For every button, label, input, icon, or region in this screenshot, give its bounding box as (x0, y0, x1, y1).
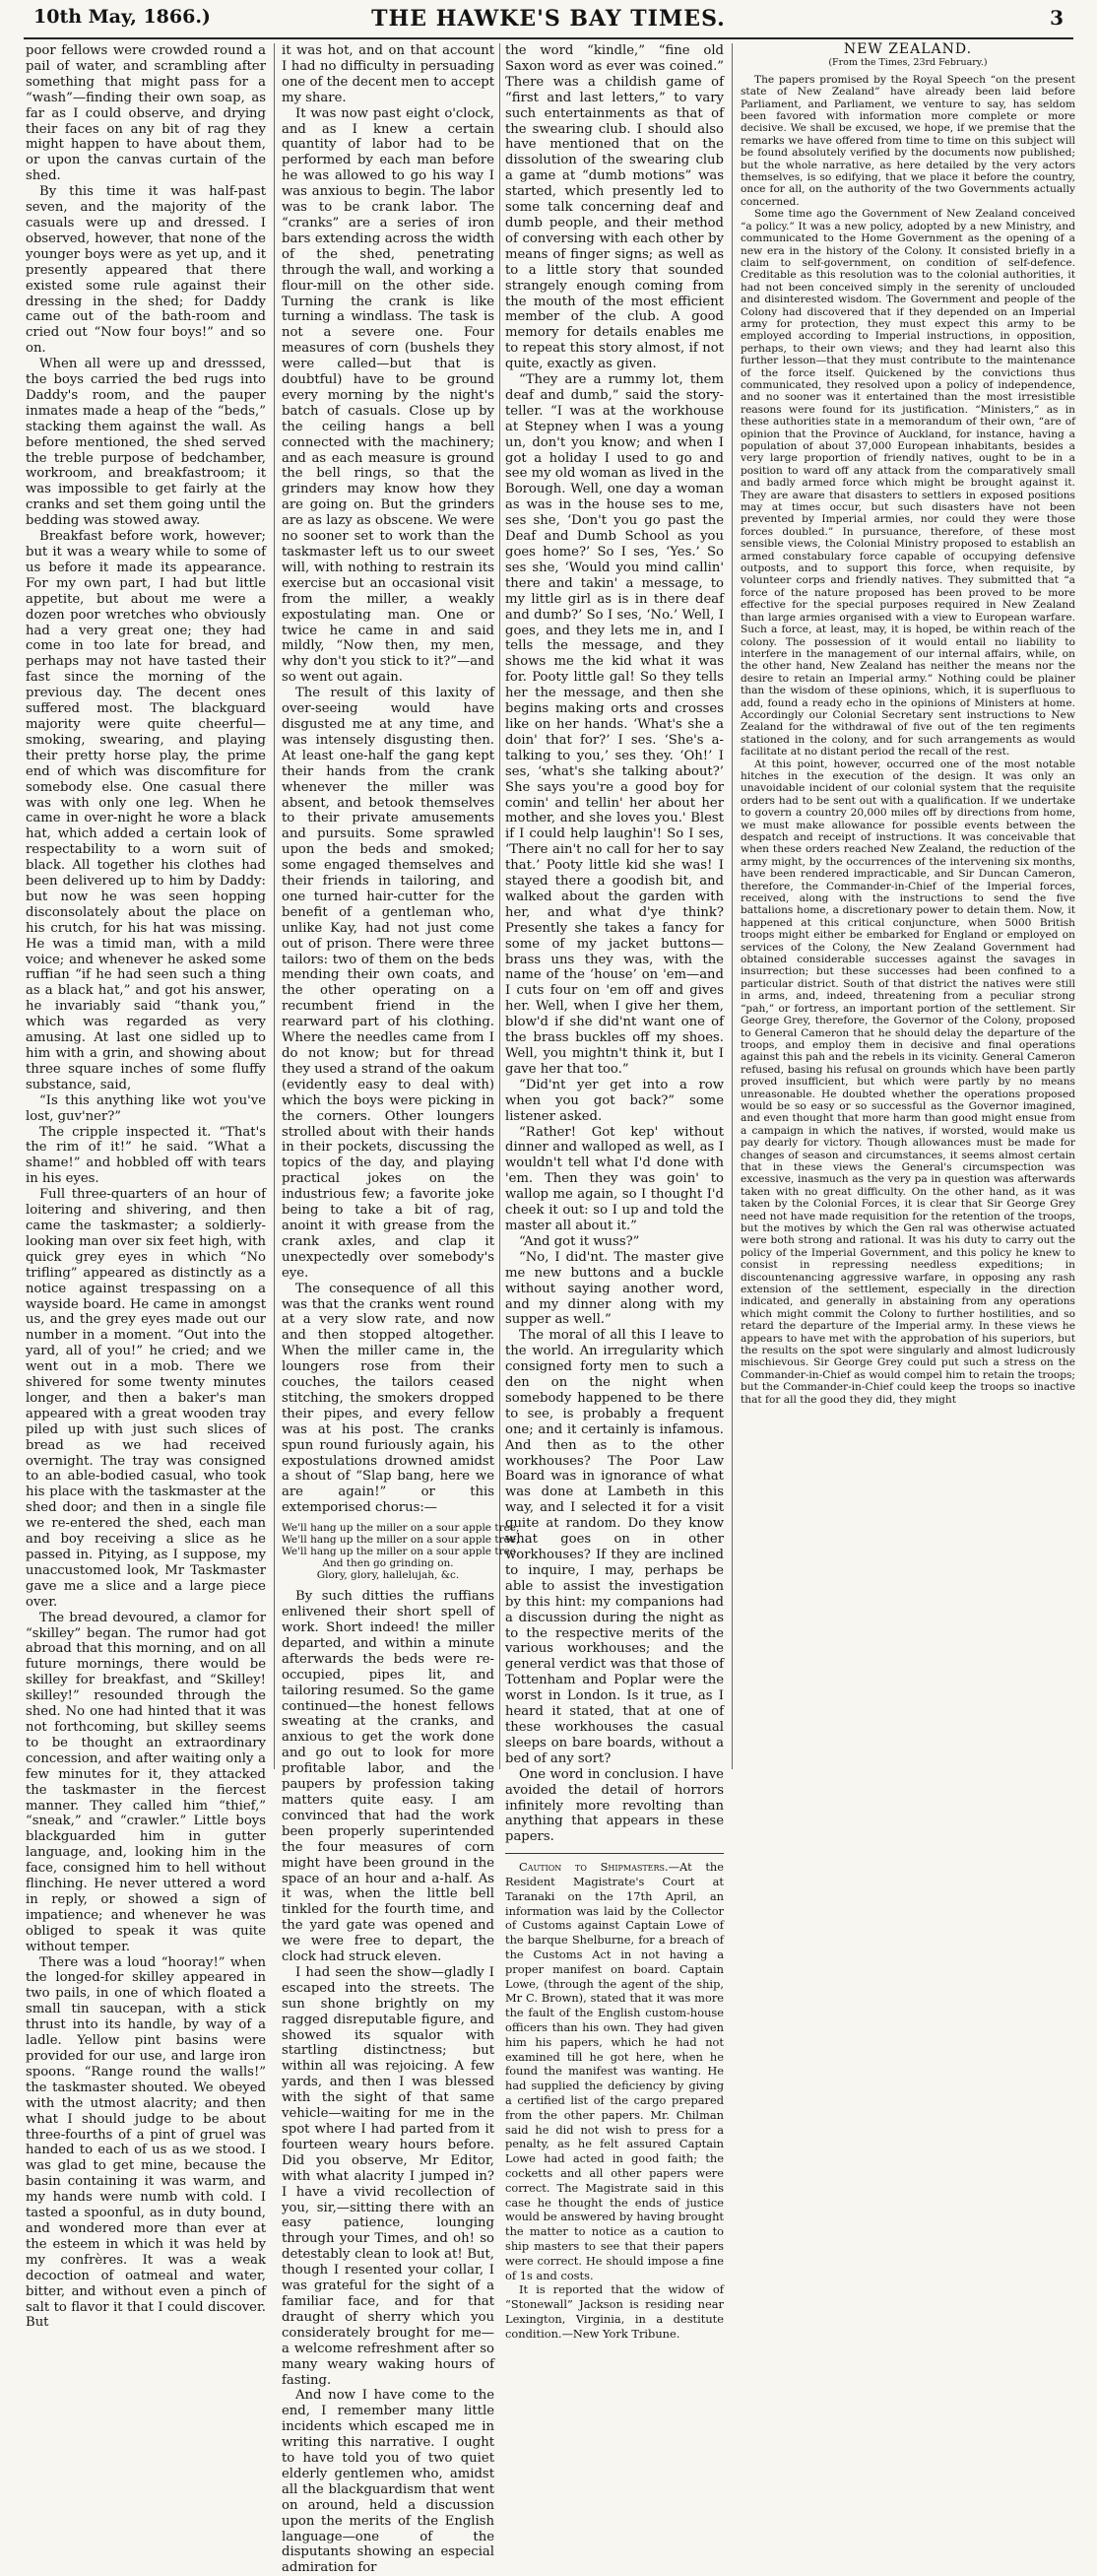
caution-text: —At the Resident Magistrate's Court at Taranaki on the 17th April, an information was laid by the Collector of Customs against Captain Lowe of the barque Shelburne, for a breach of the Customs Act in not having a proper manifest on board. Captain Lowe, (through the agent of the ship, Mr C. Brown), stated that it was more the fault of the English custom-house officers than his own. They had given him his papers, which he had not examined till he got here, when he found the manifest was wanting. He had supplied the deficiency by giving a certified list of the cargo prepared from the other papers. Mr. Chilman said he did not wish to press for a penalty, as he felt assured Captain Lowe had acted in good faith; the cocketts and all other papers were correct. The Magistrate said in this case he thought the ends of justice would be answered by having brought the matter to notice as a caution to ship masters to see that their papers were correct. He should impose a fine of 1s and costs. (505, 1860, 724, 2282)
paragraph: it was hot, and on that account I had no difficulty in persuading one of the decent men to accept my share. (282, 43, 494, 105)
column-divider (732, 43, 733, 1769)
paragraph: One word in conclusion. I have avoided the detail of horrors infinitely more revolting than anything that appears in these papers. (505, 1766, 724, 1845)
article-source: (From the Times, 23rd February.) (828, 57, 988, 69)
paragraph: The papers promised by the Royal Speech “on the present state of New Zealand” have already been laid before Parliament, and Parliament, we venture to say, has seldom been favored with information more complete or more decisive. We shall be excused, we hope, if we premise that the remarks we have offered from time to time on this subject will be found absolutely verified by the documents now published; but the whole narrative, as here detailed by the very actors themselves, is so edifying, that we place it before the country, once for all, on the authority of the two Governments actually concerned. (741, 73, 1075, 208)
page-number: 3 (1050, 6, 1064, 30)
page-header (0, 0, 1097, 41)
paragraph: the word “kindle,” “fine old Saxon word as ever was coined.” There was a childish game of “first and last letters,” to vary such entertainments as that of the swearing club. I should also have mentioned that on the dissolution of the swearing club a game at “dumb motions” was started, which presently led to some talk concerning deaf and dumb people, and their method of conversing with each other by means of finger signs; as well as to a little story that sounded strangely enough coming from the mouth of the most efficient member of the club. A good memory for details enables me to repeat this story almost, if not quite, exactly as given. (505, 43, 724, 372)
article-heading: NEW ZEALAND. (843, 41, 973, 57)
paragraph: “Rather! Got kep' without dinner and walloped as well, as I wouldn't tell what I'd done with 'em. Then they was goin' to wallop me again, so I thought I'd cheek it out: so I up and told the master all about it.” (505, 1124, 724, 1233)
paragraph: Some time ago the Government of New Zealand conceived “a policy.” It was a new policy, adopted by a new Ministry, and communicated to the Home Government as the opening of a new era in the history of the Colony. It consisted briefly in a claim to self-government, on condition of self-defence. Creditable as this resolution was to the colonial authorities, it had not been conceived simply in the serenity of unclouded and disinterested wisdom. The Government and people of the Colony had discovered that if they depended on an Imperial army for protection, they must expect this army to be employed according to Imperial instructions, in opposition, perhaps, to their own views; and they had learnt also this further lesson—that they must contribute to the maintenance of the force itself. Quickened by the convictions thus communicated, they resolved upon a policy of independence, and no sooner was it entertained than the most irresistible reasons were found for its justification. “Ministers,” as in these authorities state in a memorandum of their own, “are of opinion that the Province of Auckland, for instance, having a population of about 37,000 European inhabitants, besides a very large proportion of friendly natives, ought to be in a position to ward off any attack from the comparatively small and badly armed force which might be brought against it. They are aware that disasters to settlers in exposed positions may at times occur, but such disasters have not been prevented by Imperial armies, nor could they were those forces doubled.” In pursuance, therefore, of these most sensible views, the Colonial Ministry proposed to establish an armed constabulary force capable of occupying defensive outposts, and to support this force, when requisite, by volunteer corps and friendly natives. They submitted that “a force of the nature proposed has been proved to be more effective for the special purposes required in New Zealand than large armies organised with a view to European warfare. Such a force, at least, may, it is hoped, be within reach of the colony. The possession of it would entail no liability to interfere in the management of our internal affairs, while, on the other hand, New Zealand has neither the means nor the desire to retain an Imperial army.” Nothing could be plainer than the wisdom of these opinions, which, it is superfluous to add, found a ready echo in the opinions of Ministers at home. Accordingly our Colonial Secretary sent instructions to New Zealand for the withdrawal of five out of the ten regiments stationed in the colony, and for such arrangements as would facilitate at no distant period the recall of the rest. (741, 208, 1075, 759)
header-rule (24, 37, 1073, 39)
paragraph: By this time it was half-past seven, and the majority of the casuals were up and dressed. I observed, however, that none of the younger boys were as yet up, and it presently appeared that there existed some rule against their dressing in the shed; for Daddy came out of the bath-room and cried out “Now four boys!” and so on. (26, 184, 266, 357)
column-2 (282, 43, 520, 2576)
stonewall-note: It is reported that the widow of “Stonewall” Jackson is residing near Lexington, Virginia, in a destitute condition.—New York Tribune. (505, 2282, 724, 2341)
paragraph: The cripple inspected it. “That's the rim of it!” he said. “What a shame!” and hobbled off with tears in his eyes. (26, 1124, 266, 1187)
paragraph: When all were up and dresssed, the boys carried the bed rugs into Daddy's room, and the pauper inmates made a heap of the “beds,” stacking them against the wall. As before mentioned, the shed served the treble purpose of bedchamber, workroom, and breakfastroom; it was impossible to get fairly at the cranks and set them going until the bedding was stowed away. (26, 357, 266, 529)
paragraph: The consequence of all this was that the cranks went round at a very slow rate, and now and then stopped altogether. When the miller came in, the loungers rose from their couches, the tailors ceased stitching, the smokers dropped their pipes, and every fellow was at his post. The cranks spun round furiously again, his expostulations drowned amidst a shout of “Slap bang, here we are again!” or this extemporised chorus:— (282, 1281, 494, 1516)
column-divider (499, 43, 500, 1769)
verse-line: We'll hang up the miller on a sour apple tree, (282, 1534, 520, 1547)
column-1 (26, 43, 266, 2331)
verse-line: We'll hang up the miller on a sour apple tree, (282, 1546, 520, 1558)
paragraph: “They are a rummy lot, them deaf and dumb,” said the story-teller. “I was at the workhouse at Stepney when I was a young un, don't you know; and when I got a holiday I used to go and see my old woman as lived in the Borough. Well, one day a woman as was in the house ses to me, ses she, ‘Don't you go past the Deaf and Dumb School as you goes home?’ So I ses, ‘Yes.’ So ses she, ‘Would you mind callin' there and takin' a message, to my little girl as is in there deaf and dumb?’ So I ses, ‘No.’ Well, I goes, and they lets me in, and I tells the message, and they shows me the kid what it was for. Pooty little gal! So they tells her the message, and then she begins making orts and crosses like on her hands. ‘What's she a doin' that for?’ I ses. ‘She's a-talking to you,’ ses they. ‘Oh!’ I ses, ‘what's she talking about?’ She says you're a good boy for comin' and tellin' her about her mother, and she loves you.' Blest if I could help laughin'! So I ses, ‘There ain't no call for her to say that.’ Pooty little kid she was! I stayed there a goodish bit, and walked about the garden with her, and what d'ye think? Presently she takes a fancy for some of my jacket buttons—brass uns they was, with the name of the ‘house’ on 'em—and I cuts four on 'em off and gives her. Well, when I give her them, blow'd if she did'nt want one of the brass buckles off my shoes. Well, you mightn't think it, but I gave her that too.” (505, 372, 724, 1077)
paragraph: The result of this laxity of over-seeing would have disgusted me at any time, and was intensely disgusting then. At least one-half the gang kept their hands from the crank whenever the miller was absent, and betook themselves to their private amusements and pursuits. Some sprawled upon the beds and smoked; some engaged themselves and their friends in tailoring, and one turned hair-cutter for the benefit of a gentleman who, unlike Kay, had not just come out of prison. There were three tailors: two of them on the beds mending their own coats, and the other operating on a recumbent friend in the rearward part of his clothing. Where the needles came from I do not know; but for thread they used a strand of the oakum (evidently easy to deal with) which the boys were picking in the corners. Other loungers strolled about with their hands in their pockets, discussing the topics of the day, and playing practical jokes on the industrious few; a favorite joke being to take a bit of rag, anoint it with grease from the crank axles, and clap it unexpectedly over somebody's eye. (282, 686, 494, 1281)
paragraph: The bread devoured, a clamor for “skilley” began. The rumor had got abroad that this morning, and on all future mornings, there would be skilley for breakfast, and “Skilley! skilley!” resounded through the shed. No one had hinted that it was not forthcoming, but skilley seems to be thought an extraordinary concession, and after waiting only a few minutes for it, they attacked the taskmaster in the fiercest manner. They called him “thief,” “sneak,” and “crawler.” Little boys blackguarded him in gutter language, and, looking him in the face, consigned him to hell without flinching. He never uttered a word in reply, or showed a sign of impatience; and whenever he was obliged to speak it was quite without temper. (26, 1610, 266, 1954)
section-rule (505, 1853, 724, 1854)
caution-paragraph (505, 1860, 724, 2282)
paragraph: “And got it wuss?” (519, 1233, 640, 1249)
paragraph: The moral of all this I leave to the world. An irregularity which consigned forty men to such a den on the night when somebody happened to be there to see, is probably a frequent one; and it certainly is infamous. And then as to the other workhouses? The Poor Law Board was in ignorance of what was done at Lambeth in this way, and I selected it for a visit quite at random. Do they know what goes on in other workhouses? If they are inclined to inquire, I may, perhaps be able to assist the investigation by this hint: my companions had a discussion during the night as to the respective merits of the various workhouses; and the general verdict was that those of Tottenham and Poplar were the worst in London. Is it true, as I heard it stated, that at one of these workhouses the casual sleeps on bare boards, without a bed of any sort? (505, 1328, 724, 1766)
caution-heading: Caution to Shipmasters. (519, 1860, 669, 1875)
verse-line: Glory, glory, hallelujah, &c. (316, 1569, 460, 1582)
caution-article (505, 1860, 724, 2341)
issue-date: 10th May, 1866.) (33, 6, 211, 28)
paragraph: At this point, however, occurred one of the most notable hitches in the execution of the design. It was only an unavoidable incident of our colonial system that the requisite orders had to be sent out with a qualification. If we undertake to govern a country 20,000 miles off by directions from home, we must make allowance for possible events between the despatch and receipt of instructions. It was conceivable that when these orders reached New Zealand, the reduction of the army might, by the occurrences of the intervening six months, have been rendered impracticable, and Sir Duncan Cameron, therefore, the Commander-in-Chief of the Imperial forces, received, along with the instructions to send the five battalions home, a discretionary power to detain them. Now, it happened at this critical conjuncture, when 5000 British troops might either be embarked for England or employed on services of the Colony, the New Zealand Government had obtained considerable successes against the savages in insurrection; but these successes had been confined to a particular district. South of that district the natives were still in arms, and, indeed, threatening from a peculiar strong “pah,” or fortress, an important portion of the settlement. Sir George Grey, therefore, the Governor of the Colony, proposed to General Cameron that he should delay the departure of the troops, and employ them in decisive and final operations against this pah and the rebels in its vicinity. General Cameron refused, basing his refusal on grounds which have been partly proved insufficient, but which were partly by no means unreasonable. He doubted whether the operations proposed would be so easy or so successful as the Governor imagined, and even thought that more harm than good might ensue from a campaign in which the natives, if worsted, would make us pay dearly for victory. Though allowances must be made for changes of season and circumstances, it seems almost certain that in these views the General's circumspection was excessive, inasmuch as the very pa in question was afterwards taken with no great difficulty. On the other hand, as it was taken by the Colonial Forces, it is clear that Sir George Grey need not have made requisition for the retention of the troops, but the motives by which the Gen ral was otherwise actuated were both strong and rational. It was his duty to carry out the policy of the Imperial Government, and this policy he knew to consist in repressing needless expeditions; in discountenancing aggressive warfare, in opposing any rash extension of the settlement, especially in the direction indicated, and generally in abstaining from any operations which might commit the Colony to further hostilities, and so retard the departure of the Imperial army. In these views he appears to have met with the approbation of his superiors, but the results on the spot were singularly and almost ludicrously mischievous. Sir George Grey could put such a stress on the Commander-in-Chief as would compel him to retain the troops; but the Commander-in-Chief could keep the troops so inactive that for all the good they did, they might (741, 758, 1075, 1406)
column-4 (741, 43, 1075, 1769)
paragraph: “Did'nt yer get into a row when you got back?” some listener asked. (505, 1077, 724, 1124)
paragraph: Full three-quarters of an hour of loitering and shivering, and then came the taskmaster; a soldierly-looking man over six feet high, with quick grey eyes in which “No trifling” appeared as distinctly as a notice against trespassing on a wayside board. He came in amongst us, and the grey eyes made out our number in a moment. “Out into the yard, all of you!” he cried; and we went out in a mob. There we shivered for some twenty minutes longer, and then a baker's man appeared with a great wooden tray piled up with just such slices of bread as we had received overnight. The tray was consigned to an able-bodied casual, who took his place with the taskmaster at the shed door; and then in a single file we re-entered the shed, each man and boy receiving a slice as he passed in. Pitying, as I suppose, my unaccustomed look, Mr Taskmaster gave me a slice and a large piece over. (26, 1187, 266, 1610)
paragraph: Breakfast before work, however; but it was a weary while to some of us before it made its appearance. For my own part, I had but little appetite, but about me were a dozen poor wretches who obviously had a very great one; they had come in too late for bread, and perhaps may not have tasted their fast since the morning of the previous day. The decent ones suffered most. The blackguard majority were quite cheerful—smoking, swearing, and playing their pretty horse play, the prime end of which was discomfiture for somebody else. One casual there was with only one leg. When he came in over-night he wore a black hat, which added a certain look of respectability to a worn suit of black. All together his clothes had been delivered up to him by Daddy: but now he was seen hopping disconsolately about the place on his crutch, for his hat was missing. He was a timid man, with a mild voice; and whenever he asked some ruffian “if he had seen such a thing as a black hat,” and got his answer, he invariably said “thank you,” which was regarded as very amusing. At last one sidled up to him with a grin, and showing about three square inches of some fluffy substance, said, (26, 529, 266, 1092)
verse-line: And then go grinding on. (322, 1557, 454, 1570)
masthead-title: THE HAWKE'S BAY TIMES. (371, 6, 726, 32)
paragraph: And now I have come to the end, I remember many little incidents which escaped me in writing this narrative. I ought to have told you of two quiet elderly gentlemen who, amidst all the blackguardism that went on around, held a discussion upon the merits of the English language—one of the disputants showing an especial admiration for (282, 2388, 494, 2576)
paragraph: I had seen the show—gladly I escaped into the streets. The sun shone brightly on my ragged disreputable figure, and showed its squalor with startling distinctness; but within all was rejoicing. A few yards, and then I was blessed with the sight of that same vehicle—waiting for me in the spot where I had parted from it fourteen weary hours before. Did you observe, Mr Editor, with what alacrity I jumped in? I have a vivid recollection of you, sir,—sitting there with an easy patience, lounging through your Times, and oh! so detestably clean to look at! But, though I resented your collar, I was grateful for the sight of a familiar face, and for that draught of sherry which you considerately brought for me—a welcome refreshment after so many weary waking hours of fasting. (282, 1964, 494, 2388)
paragraph: poor fellows were crowded round a pail of water, and scrambling after something that might pass for a “wash”—finding their own soap, as far as I could observe, and drying their faces on any bit of rag they might happen to have about them, or upon the canvas curtain of the shed. (26, 43, 266, 184)
column-3 (505, 43, 724, 2341)
paragraph: By such ditties the ruffians enlivened their short spell of work. Short indeed! the miller departed, and within a minute afterwards the beds were re-occupied, pipes lit, and tailoring resumed. So the game continued—the honest fellows sweating at the cranks, and anxious to get the work done and go out to look for more profitable labor, and the paupers by profession taking matters quite easy. I am convinced that had the work been properly superintended the four measures of corn might have been ground in the space of an hour and a-half. As it was, when the little bell tinkled for the fourth time, and the yard gate was opened and we were free to depart, the clock had struck eleven. (282, 1589, 494, 1965)
paragraph: “Is this anything like wot you've lost, guv'ner?” (26, 1092, 266, 1124)
verse-line: We'll hang up the miller on a sour apple tree, (282, 1522, 520, 1535)
paragraph: “No, I did'nt. The master give me new buttons and a buckle without saying another word, and my dinner along with my supper as well.” (505, 1249, 724, 1328)
paragraph: It was now past eight o'clock, and as I knew a certain quantity of labor had to be performed by each man before he was allowed to go his way I was anxious to begin. The labor was to be crank labor. The “cranks” are a series of iron bars extending across the width of the shed, penetrating through the wall, and working a flour-mill on the other side. Turning the crank is like turning a windlass. The task is not a severe one. Four measures of corn (bushels they were called—but that is doubtful) have to be ground every morning by the night's batch of casuals. Close up by the ceiling hangs a bell connected with the machinery; and as each measure is ground the bell rings, so that the grinders may know how they are going on. But the grinders are as lazy as obscene. We were no sooner set to work than the taskmaster left us to our sweet will, with nothing to restrain its exercise but an occasional visit from the miller, a weakly expostulating man. One or twice he came in and said mildly, “Now then, my men, why don't you stick to it?”—and so went out again. (282, 105, 494, 686)
paragraph: There was a loud “hooray!” when the longed-for skilley appeared in two pails, in one of which floated a small tin saucepan, with a stick thrust into its handle, by way of a ladle. Yellow pint basins were provided for our use, and large iron spoons. “Range round the walls!” the taskmaster shouted. We obeyed with the utmost alacrity; and then what I should judge to be about three-fourths of a pint of gruel was handed to each of us as we stood. I was glad to get mine, because the basin containing it was warm, and my hands were numb with cold. I tasted a spoonful, as in duty bound, and wondered more than ever at the esteem in which it was held by my confrères. It was a weak decoction of oatmeal and water, bitter, and without even a pinch of salt to flavor it that I could discover. But (26, 1954, 266, 2331)
column-divider (274, 43, 275, 1769)
chorus-verse (282, 1522, 520, 1582)
